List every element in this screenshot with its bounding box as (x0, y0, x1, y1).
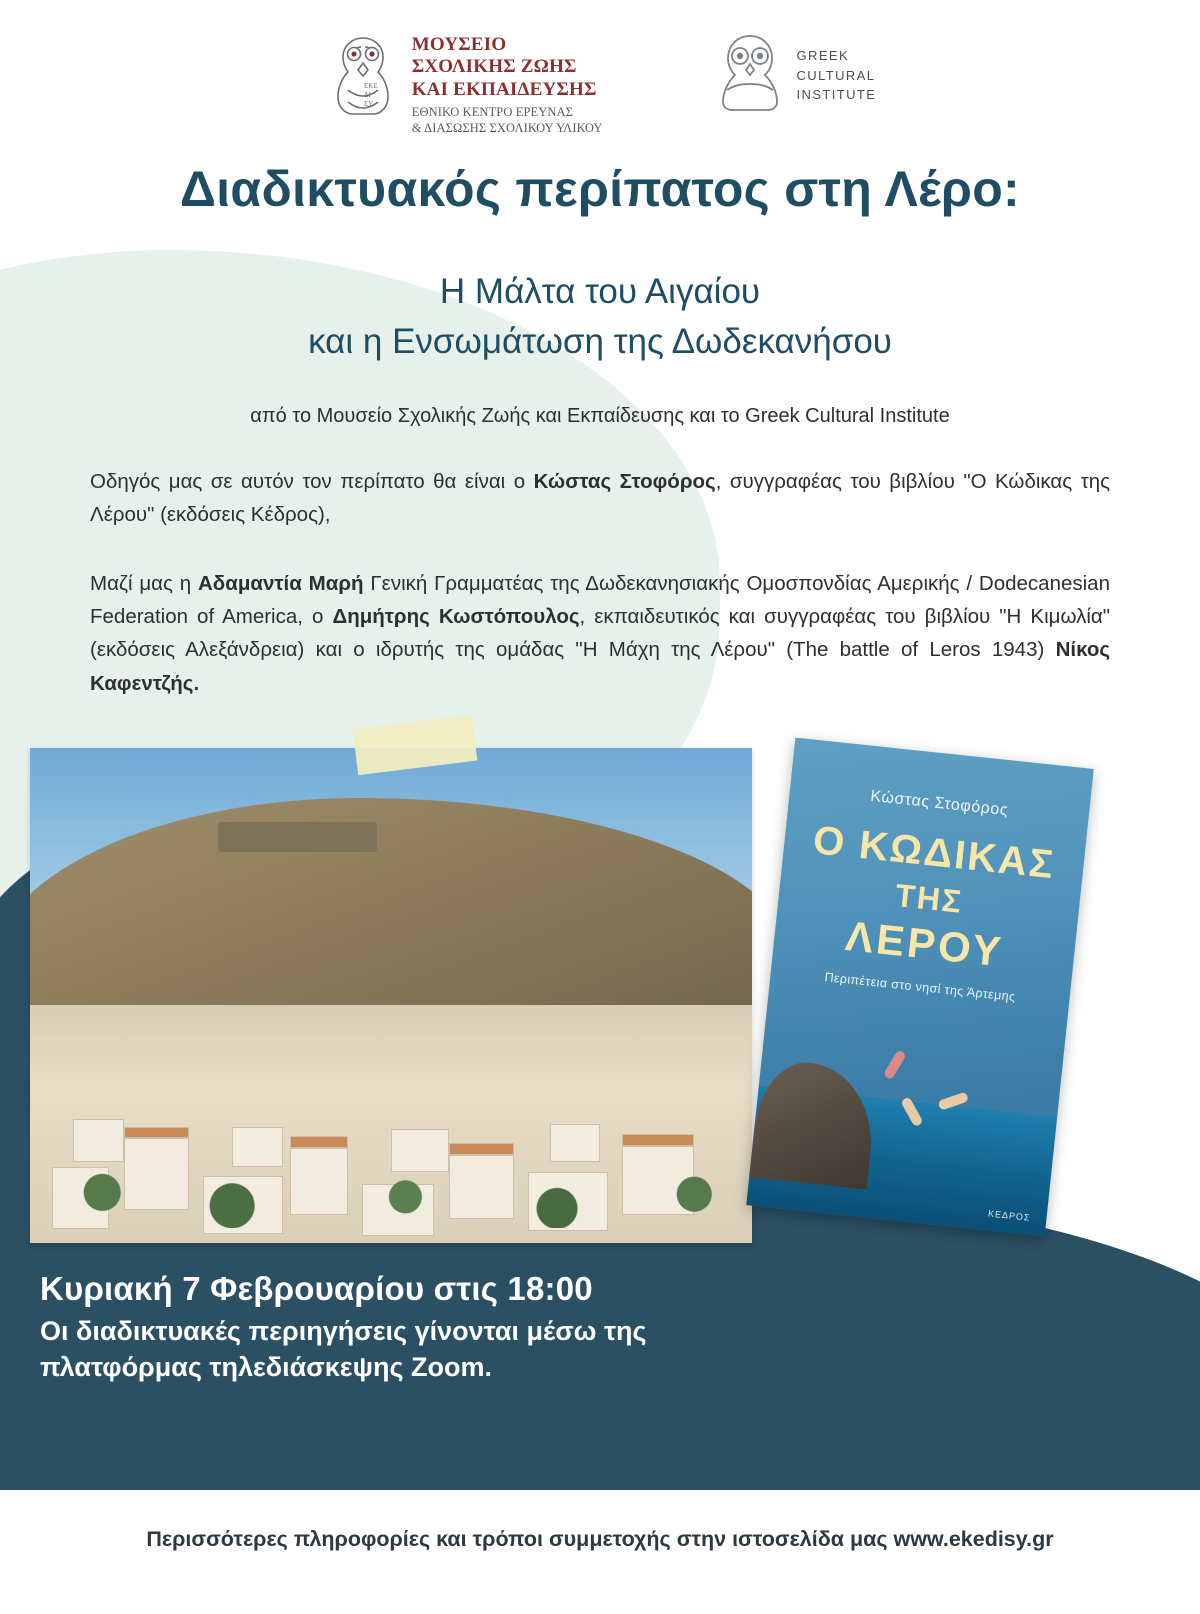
photo-castle (218, 822, 377, 852)
museum-logo-text (412, 30, 603, 136)
museum-name-line3: ΚΑΙ ΕΚΠΑΙΔΕΥΣΗΣ (411, 78, 597, 100)
book-cover-image (746, 738, 1093, 1237)
organizers-byline: από το Μουσείο Σχολικής Ζωής και Εκπαίδευσης και το Greek Cultural Institute (250, 405, 950, 427)
footer-background (0, 1490, 1200, 1614)
book-title-line1: Ο ΚΩΔΙΚΑΣ (811, 818, 1058, 888)
museum-subtitle-line1: ΕΘΝΙΚΟ ΚΕΝΤΡΟ ΕΡΕΥΝΑΣ (411, 105, 573, 120)
event-date-time: Κυριακή 7 Φεβρουαρίου στις 18:00 (40, 1270, 593, 1307)
photo-trees (30, 1139, 752, 1228)
paragraph-participants: Μαζί μας η Αδαμαντία Μαρή Γενική Γραμματέας της Δωδεκανησιακής Ομοσπονδίας Αμερικής / Dodecanesian Federation of America, ο Δημήτρης Κωστόπουλος, εκπαιδευτικός και συγγραφέας του βιβλίου "Η Κιμωλία" (εκδόσεις Αλεξάνδρεια) και ο ιδρυτής της ομάδας "Η Μάχη της Λέρου" (The battle of Leros 1943) Νίκος Καφεντζής. (90, 572, 1110, 695)
gci-line3: INSTITUTE (796, 87, 877, 103)
gci-line2: CULTURAL (796, 67, 876, 83)
book-title-line3: ΛΕΡΟΥ (843, 912, 1006, 976)
greek-cultural-institute-logo (713, 30, 877, 121)
paragraph-guide: Οδηγός μας σε αυτόν τον περίπατο θα είναι ο Κώστας Στοφόρος, συγγραφέας του βιβλίου "Ο Κώδικας της Λέρου" (εκδόσεις Κέδρος), (90, 470, 1110, 527)
event-platform-line2: πλατφόρμας τηλεδιάσκεψης Zoom. (40, 1351, 492, 1382)
book-publisher: ΚΕΔΡΟΣ (987, 1208, 1032, 1223)
footer-info: Περισσότερες πληροφορίες και τρόποι συμμετοχής στην ιστοσελίδα μας www.ekedisy.gr (146, 1527, 1054, 1551)
gci-line1: GREEK (796, 48, 850, 64)
museum-name-line1: ΜΟΥΣΕΙΟ (411, 34, 507, 55)
page-title: Διαδικτυακός περίπατος στη Λέρο: (179, 161, 1021, 217)
logo-row (0, 30, 1200, 136)
book-author: Κώστας Στοφόρος (869, 787, 1010, 820)
owl-icon (324, 30, 402, 122)
book-rock (749, 1058, 879, 1190)
event-platform-line1: Οι διαδικτυακές περιηγήσεις γίνονται μέσω της (40, 1316, 647, 1346)
event-details (40, 1270, 860, 1385)
svg-text:ΣΥ: ΣΥ (363, 100, 373, 108)
museum-logo (324, 30, 603, 136)
gci-logo-text (797, 46, 877, 105)
leros-town-photo (30, 748, 752, 1243)
museum-subtitle-line2: & ΔΙΑΣΩΣΗΣ ΣΧΟΛΙΚΟΥ ΥΛΙΚΟΥ (411, 120, 603, 135)
owl-icon (713, 30, 787, 121)
book-diver-1 (883, 1049, 907, 1080)
page-subtitle-line2: και η Ενσωμάτωση της Δωδεκανήσου (308, 321, 892, 361)
page-subtitle-line1: Η Μάλτα του Αιγαίου (439, 272, 761, 311)
book-subtitle: Περιπέτεια στο νησί της Άρτεμης (823, 970, 1017, 1004)
page-subtitle (0, 267, 1200, 366)
museum-name-line2: ΣΧΟΛΙΚΗΣ ΖΩΗΣ (411, 56, 577, 78)
book-title-line2: ΤΗΣ (893, 877, 965, 920)
svg-text:ΔΙ: ΔΙ (363, 91, 371, 99)
svg-text:ΕΚΕ: ΕΚΕ (363, 82, 378, 90)
